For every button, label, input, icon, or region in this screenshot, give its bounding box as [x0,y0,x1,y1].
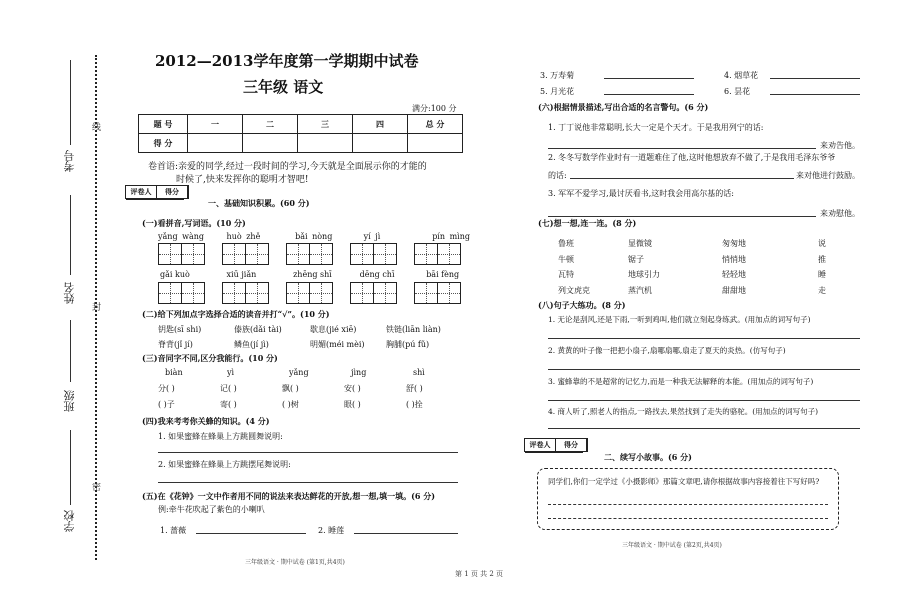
q3-item: 安( ) [344,384,361,393]
q7-col-2 [628,236,660,298]
match-item[interactable]: 蒸汽机 [628,285,652,295]
score-header: 三 [298,115,353,134]
grader-box [524,438,588,452]
score-label: 得分 [556,439,587,451]
seal-feng: 封 [92,303,102,313]
pinyin-row-1 [158,232,496,241]
q7-col-3 [722,236,746,298]
answer-line [604,78,694,79]
score-header: 四 [353,115,408,134]
match-item[interactable]: 走 [818,285,826,295]
q6-item: 1. 丁丁说他非常聪明,长大一定是个天才。于是我用列宁的话: [548,123,764,132]
part2-title: 二、续写小故事。(6 分) [604,452,692,462]
side-label-banji: 班级 [63,390,76,412]
pinyin: dēng chī [359,270,395,279]
q2-item: 脊背(jǐ jí) [158,340,193,349]
match-item[interactable]: 匆匆地 [722,239,746,248]
pinyin: yì [227,368,235,377]
answer-line [158,452,458,453]
exam-subtitle: 三年级 语文 [243,78,324,96]
story-prompt: 同学们,你们一定学过《小摄影师》那篇文章吧,请你根据故事内容接着往下写好吗? [548,477,820,486]
q2-item: 傣族(dǎi tài) [234,325,282,334]
score-cell [408,134,463,153]
q5-title: (五)在《花钟》一文中作者用不同的说法来表达鲜花的开放,想一想,填一填。(6 分) [142,491,436,501]
match-item[interactable]: 地球引力 [628,270,660,279]
side-label-kaohao: 考号 [63,150,76,172]
pinyin: jìng [351,368,367,377]
q5-item: 4. 烟草花 [724,71,759,80]
q7-col-4 [818,236,826,298]
seal-xian: 线 [92,123,102,133]
match-item[interactable]: 悄悄地 [722,254,746,264]
q3-item: 记( ) [220,384,237,393]
q3-item: 眼( ) [344,400,361,409]
match-item[interactable]: 鲁班 [558,239,574,248]
score-cell [298,134,353,153]
pinyin: bāi fèng [426,270,460,279]
answer-line [548,148,816,149]
side-line [70,60,71,145]
q3-row-2 [158,399,468,410]
q2-row-2 [158,339,462,350]
score-label: 得 分 [139,134,188,153]
match-item[interactable]: 说 [818,239,826,248]
match-item[interactable]: 推 [818,254,826,264]
score-table [138,114,463,153]
side-line [70,195,71,275]
q3-item: ( )拴 [406,400,423,409]
q8-item: 3. 蜜蜂靠的不是超常的记忆力,而是一种我无法解释的本能。(用加点的词写句子) [548,377,814,386]
pinyin: xiū jiǎn [226,270,257,279]
answer-line [548,428,860,429]
answer-line [548,369,860,370]
q8-item: 4. 商人听了,照老人的指点,一路找去,果然找到了走失的骆驼。(用加点的词写句子) [548,407,819,416]
q3-pinyin [165,368,475,377]
pinyin: huò zhě [226,232,261,241]
writing-grid-row-1 [158,243,478,269]
q2-item: 明媚(méi mèi) [310,340,365,349]
match-item[interactable]: 牛顿 [558,254,574,264]
q3-item: 飘( ) [282,384,299,393]
pinyin: yí jì [363,232,381,241]
answer-line[interactable] [548,518,828,519]
q5-item: 3. 万寿菊 [540,71,575,80]
grader-box [125,185,189,199]
score-cell [188,134,243,153]
q1-title: (一)看拼音,写词语。(10 分) [142,218,246,228]
pinyin: pín mìng [432,232,470,241]
q3-item: ( )树 [282,400,299,409]
q3-item: 舒( ) [406,384,423,393]
score-label: 得分 [157,186,188,198]
score-header: 题 号 [139,115,188,134]
q7-col-1 [558,236,590,298]
answer-line [196,533,306,534]
answer-line [570,178,794,179]
footer-left: 三年级语文 · 期中试卷 (第1页,共4页) [245,559,345,566]
score-header: 总 分 [408,115,463,134]
q3-item: ( )子 [158,400,175,409]
side-label-xuexiao: 学校 [63,510,76,532]
grader-label: 评卷人 [525,439,556,451]
q2-title: (二)给下列加点字选择合适的读音并打“√”。(10 分) [142,309,330,319]
q3-item: 寄( ) [220,400,237,409]
answer-line [604,94,694,95]
q7-title: (七)想一想,连一连。(8 分) [538,218,637,228]
match-item[interactable]: 睡 [818,270,826,279]
pinyin-row-2 [160,270,490,279]
answer-line [548,216,816,217]
part1-title: 一、基础知识积累。(60 分) [208,198,310,208]
q4-title: (四)我来考考你关蜂的知识。(4 分) [142,416,270,426]
q4-item-2: 2. 如果蜜蜂在蜂巢上方跳摆尾舞说明: [158,460,291,469]
answer-line [770,78,860,79]
q4-item-1: 1. 如果蜜蜂在蜂巢上方跳圆舞说明: [158,432,283,441]
pinyin: biàn [165,368,183,377]
match-item[interactable]: 甜甜地 [722,285,746,295]
full-score: 满分:100 分 [412,104,457,113]
q2-item: 钥匙(sī shi) [158,325,202,334]
q2-item: 胸脯(pú fǔ) [386,340,430,349]
score-header: 一 [188,115,243,134]
answer-line[interactable] [548,504,828,505]
q6-item: 的话: [548,171,567,180]
seal-mi: 密 [92,483,102,493]
q8-title: (八)句子大练功。(8 分) [538,300,626,310]
match-item[interactable]: 轻轻地 [722,270,746,279]
pinyin: yǎng [289,368,309,377]
answer-line [548,400,860,401]
q6-item: 3. 军军不爱学习,最讨厌看书,这时我会用高尔基的话: [548,189,734,198]
match-item[interactable]: 列文虎克 [558,285,590,295]
q6-item: 2. 冬冬写数学作业时有一道题难住了他,这时他想放弃不做了,于是我用毛泽东爷爷 [548,153,836,162]
pinyin: shì [413,368,425,377]
writing-grid-row-2 [158,282,478,308]
q5-item: 5. 月光花 [540,87,575,96]
match-item[interactable]: 瓦特 [558,270,574,279]
pinyin: yǎng wàng [158,232,204,241]
q2-item: 歇息(jié xiē) [310,325,357,334]
q3-row-1 [158,383,468,394]
answer-line [770,94,860,95]
exam-title: 2012—2013学年度第一学期期中试卷 [155,52,419,70]
q5-example: 例:牵牛花吹起了紫色的小喇叭 [158,505,265,514]
match-item[interactable]: 显微镜 [628,239,652,248]
q5-item: 1. 蔷薇 [160,526,187,535]
q6-title: (六)根据情景描述,写出合适的名言警句。(6 分) [538,102,709,112]
answer-line [158,482,458,483]
match-item[interactable]: 锯子 [628,254,644,264]
side-label-xingming: 姓名 [63,282,76,304]
q6-item-tail: 来劝慰他。 [820,209,860,218]
q8-item: 2. 黄黄的叶子像一把把小扇子,扇哪扇哪,扇走了夏天的炎热。(仿写句子) [548,346,786,355]
q2-item: 铁链(liān liàn) [386,325,441,334]
q3-item: 分( ) [158,384,175,393]
answer-line [354,533,458,534]
pinyin: zhēng shī [293,270,332,279]
side-line [70,430,71,505]
answer-line [548,338,860,339]
q2-item: 鳞鱼(jí jì) [234,340,269,349]
q6-item-tail: 来劝告他。 [820,141,860,150]
side-line [70,320,71,382]
score-cell [353,134,408,153]
pinyin: bǎi nòng [295,232,333,241]
pinyin: gǎi kuò [160,270,190,279]
q2-row-1 [158,324,462,335]
intro-line-2: 时候了,快来发挥你的聪明才智吧! [176,175,309,185]
footer-right: 三年级语文 · 期中试卷 (第2页,共4页) [622,542,722,549]
q6-item-tail: 来对他进行鼓励。 [796,171,860,180]
score-cell [243,134,298,153]
q8-item: 1. 无论是刮风,还是下雨,一听到鸡叫,他们就立刻起身练武。(用加点的词写句子) [548,315,811,324]
intro-line-1: 卷首语:亲爱的同学,经过一段时间的学习,今天就是全面展示你的才能的 [148,162,427,172]
grader-label: 评卷人 [126,186,157,198]
q3-title: (三)音同字不同,区分我能行。(10 分) [142,353,278,363]
q5-item: 6. 昙花 [724,87,751,96]
score-header: 二 [243,115,298,134]
q5-item: 2. 睡莲 [318,526,345,535]
page-number: 第 1 页 共 2 页 [455,570,504,578]
